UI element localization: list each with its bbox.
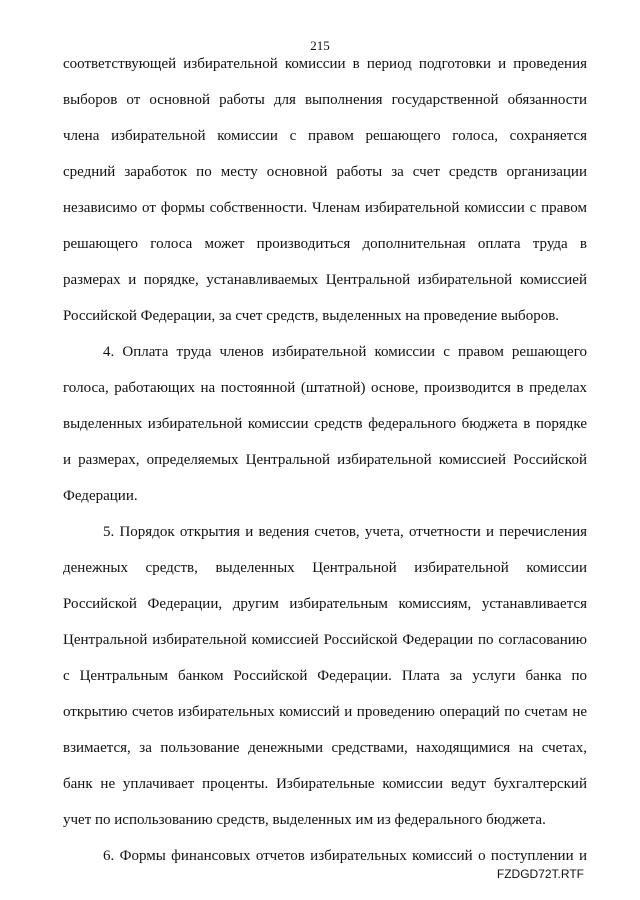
paragraph-4-first-line: 4. Оплата труда членов избирательной комиссии с правом решающего xyxy=(103,344,587,360)
text-line: решающего голоса может производиться дополнительная оплата труда в xyxy=(63,236,587,252)
text-line: члена избирательной комиссии с правом решающего голоса, сохраняется xyxy=(63,128,587,144)
text-line: Российской Федерации, за счет средств, выделенных на проведение выборов. xyxy=(63,308,560,324)
text-line: Центральной избирательной комиссией Российской Федерации по согласованию xyxy=(63,632,587,648)
text-line: денежных средств, выделенных Центральной избирательной комиссии xyxy=(63,560,587,576)
text-line: Федерации. xyxy=(63,488,138,504)
paragraph-6-first-line: 6. Формы финансовых отчетов избирательных комиссий о поступлении и xyxy=(103,848,587,864)
footer-file-code: FZDGD72T.RTF xyxy=(496,867,584,881)
text-line: открытию счетов избирательных комиссий и проведению операций по счетам не xyxy=(63,704,587,720)
text-line: соответствующей избирательной комиссии в период подготовки и проведения xyxy=(63,56,587,72)
text-line: средний заработок по месту основной работы за счет средств организации xyxy=(63,164,587,180)
text-line: голоса, работающих на постоянной (штатной) основе, производится в пределах xyxy=(63,380,587,396)
text-line: взимается, за пользование денежными средствами, находящимися на счетах, xyxy=(63,740,587,756)
paragraph-5-first-line: 5. Порядок открытия и ведения счетов, учета, отчетности и перечисления xyxy=(103,524,587,540)
text-line: учет по использованию средств, выделенных им из федерального бюджета. xyxy=(63,812,546,828)
text-line: независимо от формы собственности. Членам избирательной комиссии с правом xyxy=(63,200,587,216)
text-line: с Центральным банком Российской Федерации. Плата за услуги банка по xyxy=(63,668,587,684)
text-line: Российской Федерации, другим избирательным комиссиям, устанавливается xyxy=(63,596,587,612)
text-line: выделенных избирательной комиссии средств федерального бюджета в порядке xyxy=(63,416,587,432)
text-line: выборов от основной работы для выполнения государственной обязанности xyxy=(63,92,587,108)
text-line: размерах и порядке, устанавливаемых Центральной избирательной комиссией xyxy=(63,272,587,288)
page-number: 215 xyxy=(310,38,330,53)
text-line: банк не уплачивает проценты. Избирательные комиссии ведут бухгалтерский xyxy=(63,776,587,792)
text-line: и размерах, определяемых Центральной избирательной комиссией Российской xyxy=(63,452,587,468)
